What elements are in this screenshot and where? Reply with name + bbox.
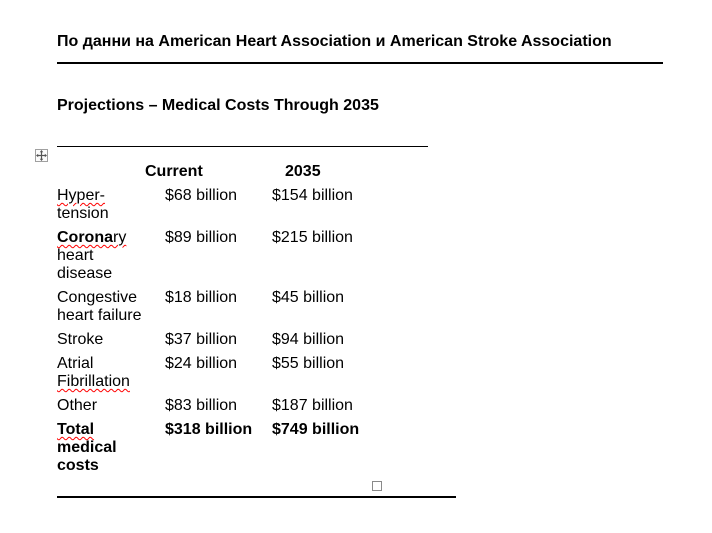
current-cost: $89 billion	[165, 229, 238, 246]
table-row	[57, 421, 437, 475]
current-cost: $18 billion	[165, 289, 238, 306]
cost-table-body	[57, 187, 437, 475]
condition-label: Hyper- tension	[57, 187, 109, 222]
condition-label: Other	[57, 397, 98, 414]
misspelled-word: Hyper-	[57, 187, 106, 204]
current-cost: $68 billion	[165, 187, 238, 204]
table-top-border	[57, 146, 428, 147]
top-divider	[57, 62, 663, 64]
column-header-current: Current	[145, 163, 203, 180]
cost-2035: $187 billion	[272, 397, 353, 414]
current-cost: $37 billion	[165, 331, 238, 348]
source-note: По данни на American Heart Association и American Stroke Association	[57, 33, 612, 50]
table-row	[57, 397, 437, 415]
condition-label: Stroke	[57, 331, 104, 348]
cost-2035: $45 billion	[272, 289, 345, 306]
cost-2035: $154 billion	[272, 187, 353, 204]
current-cost: $83 billion	[165, 397, 238, 414]
current-cost: $24 billion	[165, 355, 238, 372]
table-resize-icon[interactable]	[372, 481, 382, 491]
misspelled-word: ry	[113, 229, 127, 246]
column-header-2035: 2035	[285, 163, 321, 180]
table-move-icon[interactable]	[35, 149, 48, 162]
table-header-row	[57, 163, 437, 181]
cost-2035: $94 billion	[272, 331, 345, 348]
cost-2035: $55 billion	[272, 355, 345, 372]
condition-label: Congestive heart failure	[57, 289, 142, 324]
page-title: Projections – Medical Costs Through 2035	[57, 97, 379, 114]
four-way-arrow-icon	[36, 150, 47, 161]
table-row	[57, 289, 437, 325]
table-row	[57, 355, 437, 391]
cost-2035: $215 billion	[272, 229, 353, 246]
misspelled-word: Fibrillation	[57, 373, 130, 390]
cost-table	[57, 163, 437, 481]
condition-label: Coronary heart disease	[57, 229, 127, 282]
table-row	[57, 187, 437, 223]
misspelled-word: Total	[57, 421, 95, 438]
cost-2035: $749 billion	[272, 421, 360, 438]
table-bottom-border	[57, 496, 456, 498]
table-row	[57, 229, 437, 283]
current-cost: $318 billion	[165, 421, 253, 438]
table-row	[57, 331, 437, 349]
condition-label: Atrial Fibrillation	[57, 355, 130, 390]
misspelled-word: Corona	[57, 229, 113, 246]
condition-label: Total medical costs	[57, 421, 117, 474]
